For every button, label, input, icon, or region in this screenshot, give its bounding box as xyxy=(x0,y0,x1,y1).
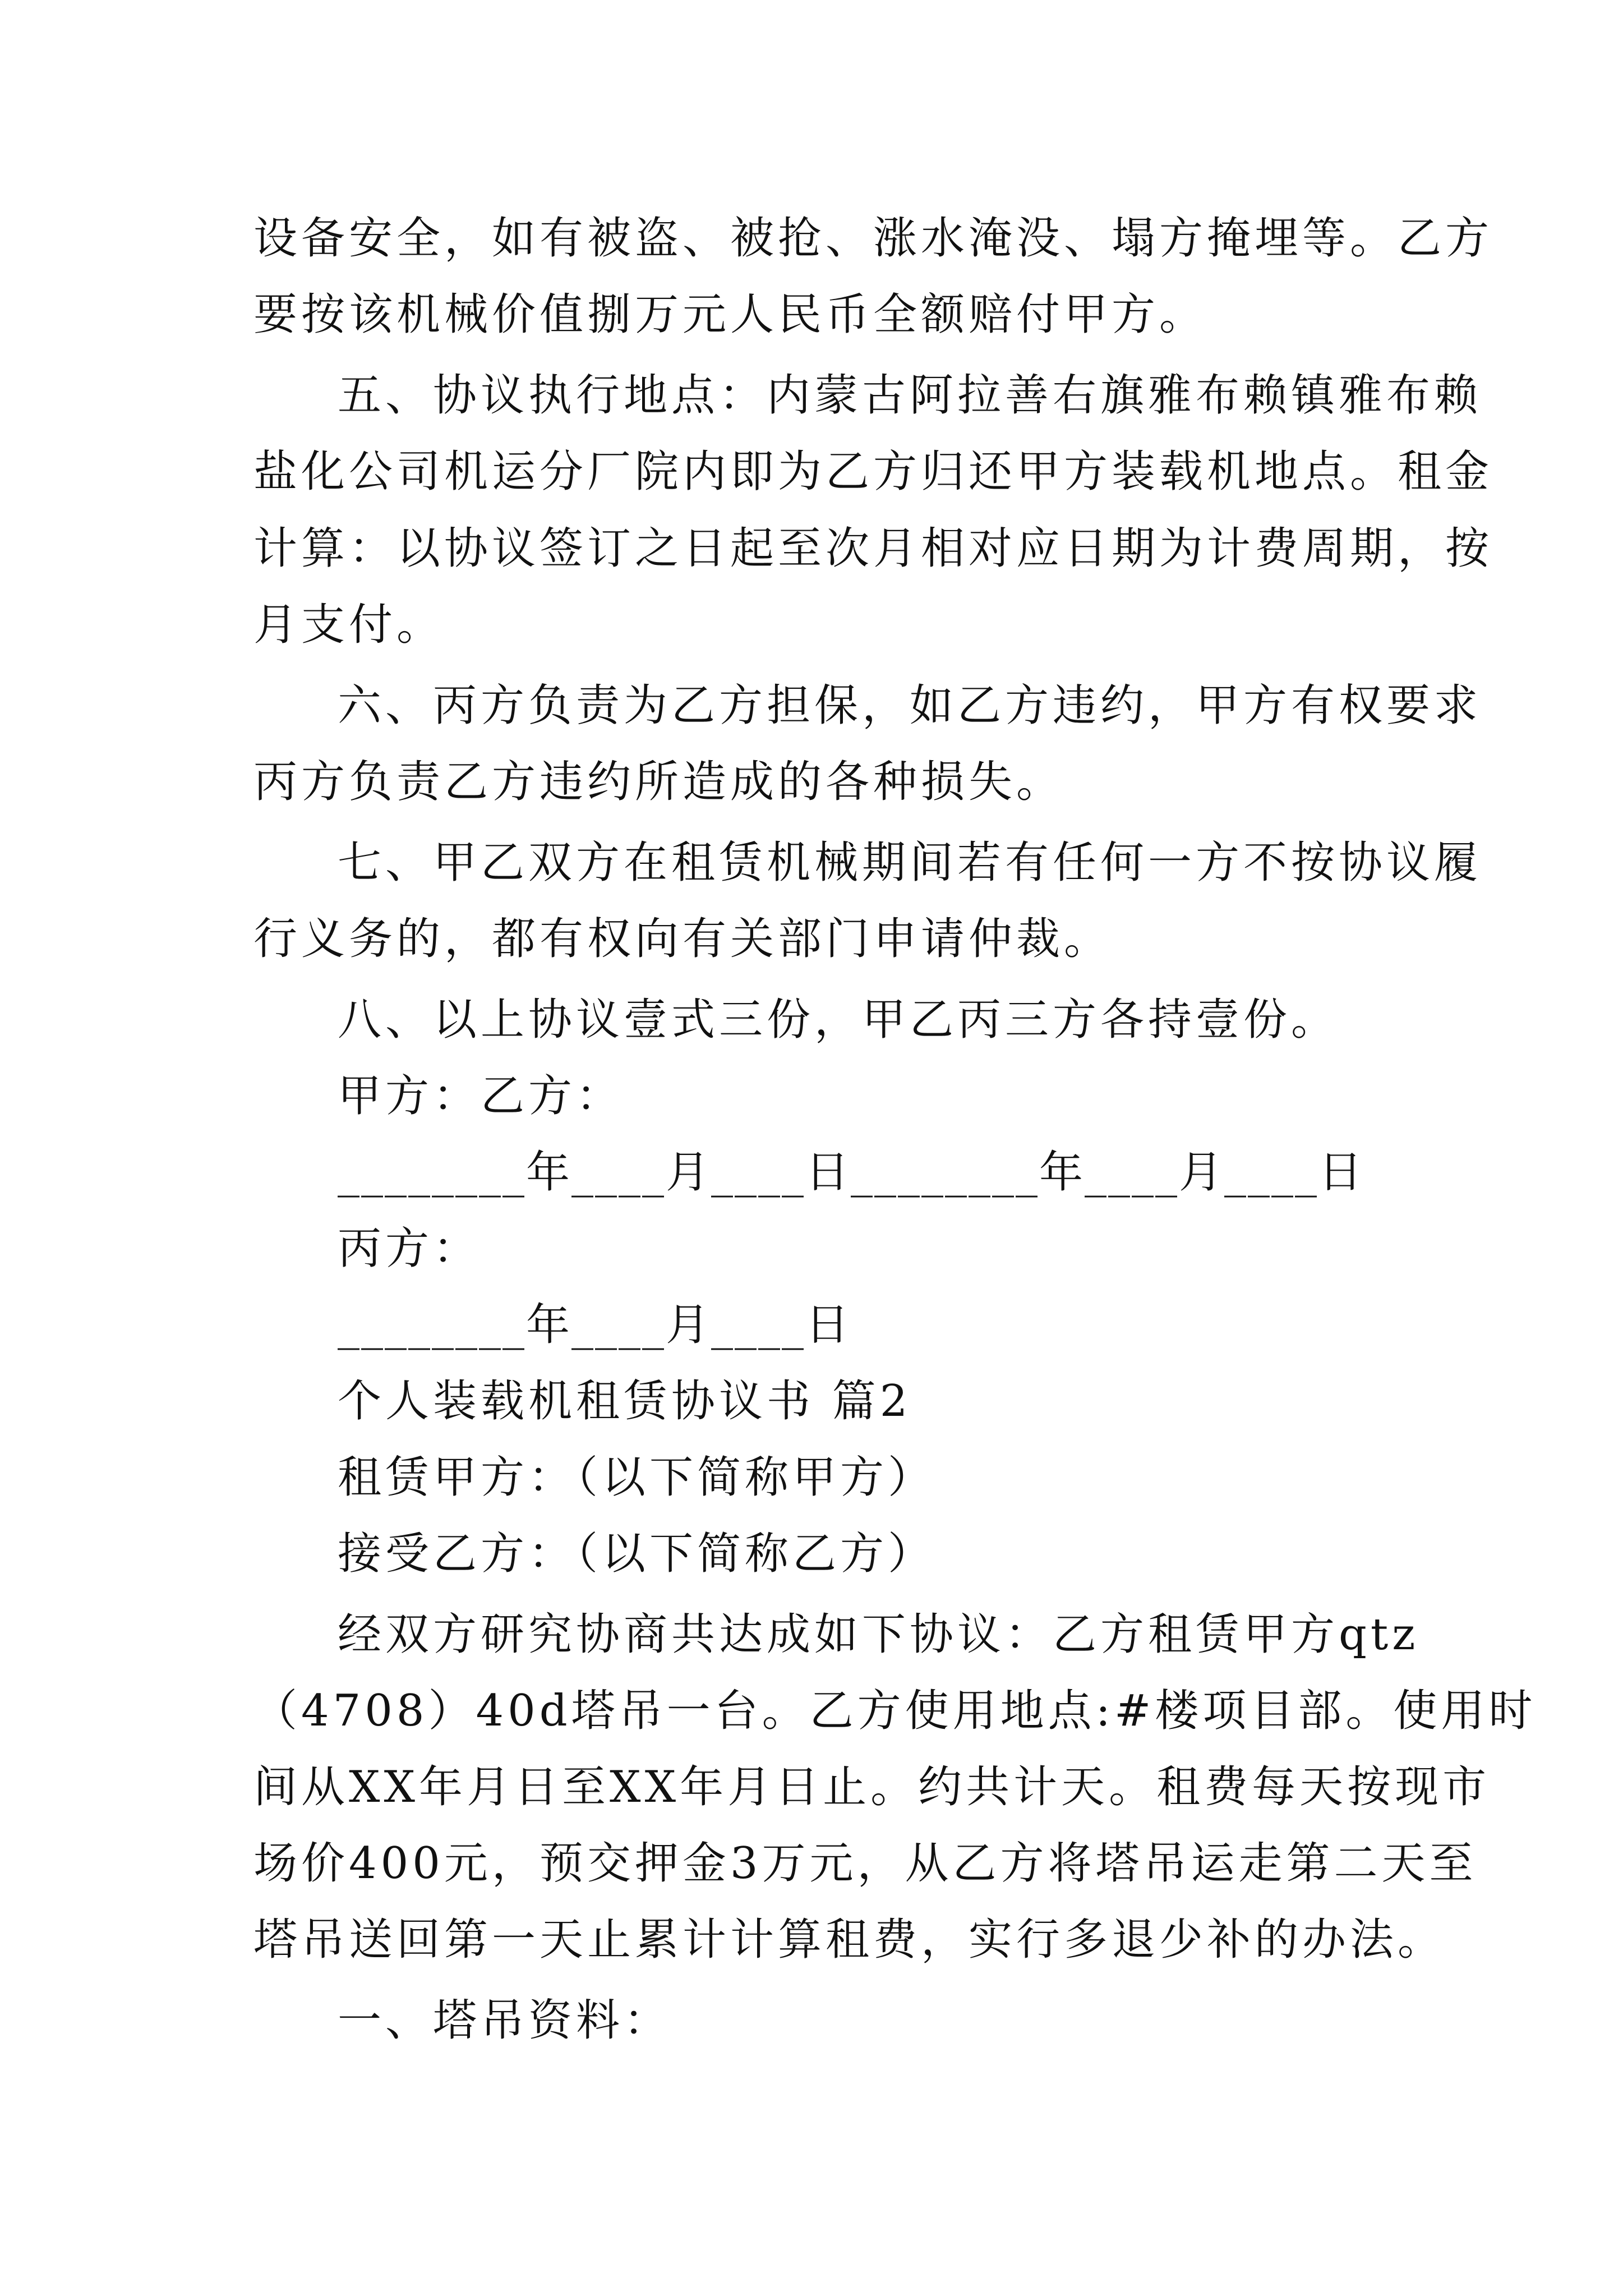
text-line: 月支付。 xyxy=(253,600,445,650)
lessee-line: 接受乙方：（以下简称乙方） xyxy=(338,1529,936,1579)
section-title: 个人装载机租赁协议书 篇2 xyxy=(338,1376,912,1427)
clause-1-heading: 一、塔吊资料： xyxy=(338,1995,672,2046)
text-line: 间从XX年月日至XX年月日止。约共计天。租费每天按现市 xyxy=(253,1762,1491,1812)
signature-parties-a-b: 甲方：乙方： xyxy=(338,1071,624,1121)
clause-8-heading: 八、以上协议壹式三份，甲乙丙三方各持壹份。 xyxy=(338,995,1339,1045)
text-line: （4708）40d塔吊一台。乙方使用地点:#楼项目部。使用时 xyxy=(253,1686,1537,1736)
text-line: 行义务的，都有权向有关部门申请仲裁。 xyxy=(253,914,1112,964)
text-line: 要按该机械价值捌万元人民币全额赔付甲方。 xyxy=(253,289,1207,340)
text-line: 丙方负责乙方违约所造成的各种损失。 xyxy=(253,757,1064,807)
signature-party-c: 丙方： xyxy=(338,1223,481,1274)
agreement-paragraph: 经双方研究协商共达成如下协议：乙方租赁甲方qtz xyxy=(338,1609,1419,1660)
text-line: 设备安全，如有被盗、被抢、涨水淹没、塌方掩埋等。乙方 xyxy=(253,213,1493,264)
clause-5-heading: 五、协议执行地点：内蒙古阿拉善右旗雅布赖镇雅布赖 xyxy=(338,370,1482,421)
text-line: 场价400元，预交押金3万元，从乙方将塔吊运走第二天至 xyxy=(253,1838,1477,1889)
text-line: 计算：以协议签订之日起至次月相对应日期为计费周期，按 xyxy=(253,523,1493,574)
signature-date-line: ________年____月____日________年____月____日 xyxy=(338,1147,1364,1198)
text-line: 塔吊送回第一天止累计计算租费，实行多退少补的办法。 xyxy=(253,1915,1446,1965)
lessor-line: 租赁甲方：（以下简称甲方） xyxy=(338,1452,936,1503)
text-line: 盐化公司机运分厂院内即为乙方归还甲方装载机地点。租金 xyxy=(253,447,1493,497)
clause-6-heading: 六、丙方负责为乙方担保，如乙方违约，甲方有权要求 xyxy=(338,680,1482,731)
signature-date-line: ________年____月____日 xyxy=(338,1300,851,1350)
clause-7-heading: 七、甲乙双方在租赁机械期间若有任何一方不按协议履 xyxy=(338,838,1482,888)
